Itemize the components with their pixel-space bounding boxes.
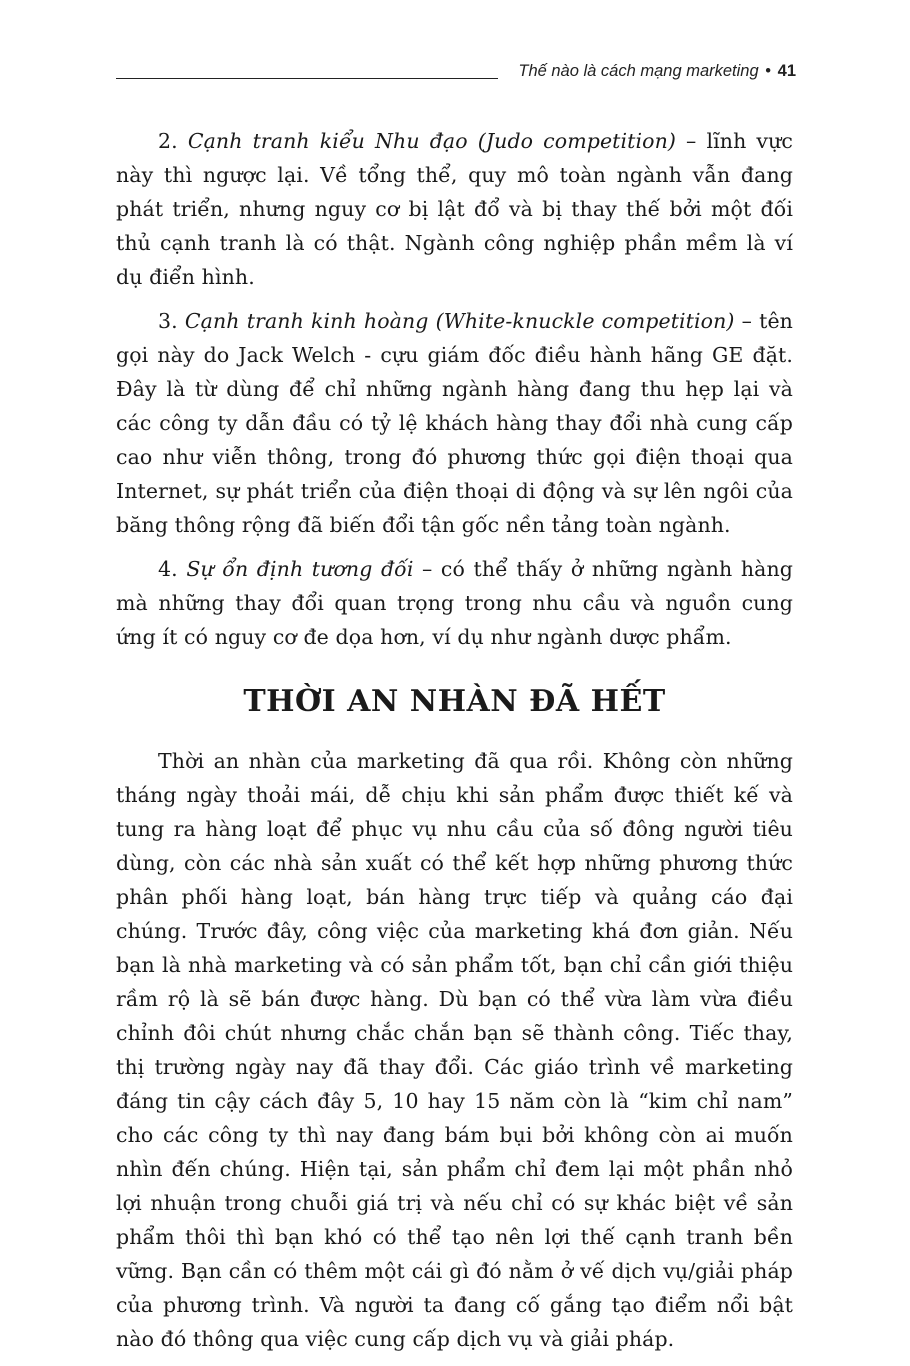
- item-text: – có thể thấy ở những ngành hàng mà những thay đổi quan trọng trong nhu cầu và nguồn cung ứng ít có nguy cơ đe dọa hơn, ví dụ như ngành dược phẩm.: [116, 557, 793, 649]
- item-number: 4.: [158, 557, 187, 581]
- item-text: – lĩnh vực này thì ngược lại. Về tổng thể, quy mô toàn ngành vẫn đang phát triển, nhưng nguy cơ bị lật đổ và bị thay thế bởi một đối thủ cạnh tranh là có thật. Ngành công nghiệp phần mềm là ví dụ điển hình.: [116, 129, 793, 289]
- item-number: 2.: [158, 129, 188, 153]
- page-content: [116, 124, 793, 1366]
- list-item-3: [116, 304, 793, 542]
- chapter-title: Thế nào là cách mạng marketing: [518, 62, 759, 80]
- list-item-4: [116, 552, 793, 654]
- item-text: – tên gọi này do Jack Welch - cựu giám đốc điều hành hãng GE đặt. Đây là từ dùng để chỉ những ngành hàng đang thu hẹp lại và các công ty dẫn đầu có tỷ lệ khách hàng thay đổi nhà cung cấp cao như viễn thông, trong đó phương thức gọi điện thoại qua Internet, sự phát triển của điện thoại di động và sự lên ngôi của băng thông rộng đã biến đổi tận gốc nền tảng toàn ngành.: [116, 309, 793, 537]
- item-number: 3.: [158, 309, 185, 333]
- running-header: [116, 62, 796, 88]
- section-heading: THỜI AN NHÀN ĐÃ HẾT: [243, 684, 666, 719]
- list-item-2: [116, 124, 793, 294]
- header-rule: [116, 78, 498, 79]
- item-term: Cạnh tranh kinh hoàng (White-knuckle competition): [184, 309, 735, 333]
- item-term: Cạnh tranh kiểu Nhu đạo (Judo competition): [187, 129, 677, 153]
- section-body-paragraph: Thời an nhàn của marketing đã qua rồi. Không còn những tháng ngày thoải mái, dễ chịu khi sản phẩm được thiết kế và tung ra hàng loạt để phục vụ nhu cầu của số đông người tiêu dùng, còn các nhà sản xuất có thể kết hợp những phương thức phân phối hàng loạt, bán hàng trực tiếp và quảng cáo đại chúng. Trước đây, công việc của marketing khá đơn giản. Nếu bạn là nhà marketing và có sản phẩm tốt, bạn chỉ cần giới thiệu rầm rộ là sẽ bán được hàng. Dù bạn có thể vừa làm vừa điều chỉnh đôi chút nhưng chắc chắn bạn sẽ thành công. Tiếc thay, thị trường ngày nay đã thay đổi. Các giáo trình về marketing đáng tin cậy cách đây 5, 10 hay 15 năm còn là “kim chỉ nam” cho các công ty thì nay đang bám bụi bởi không còn ai muốn nhìn đến chúng. Hiện tại, sản phẩm chỉ đem lại một phần nhỏ lợi nhuận trong chuỗi giá trị và nếu chỉ có sự khác biệt về sản phẩm thôi thì bạn khó có thể tạo nên lợi thế cạnh tranh bền vững. Bạn cần có thêm một cái gì đó nằm ở vế dịch vụ/giải pháp của phương trình. Và người ta đang cố gắng tạo điểm nổi bật nào đó thông qua việc cung cấp dịch vụ và giải pháp.: [116, 749, 793, 1351]
- header-title: [518, 62, 796, 81]
- header-bullet: •: [765, 62, 772, 80]
- item-term: Sự ổn định tương đối: [186, 557, 414, 581]
- page-number: 41: [777, 62, 796, 80]
